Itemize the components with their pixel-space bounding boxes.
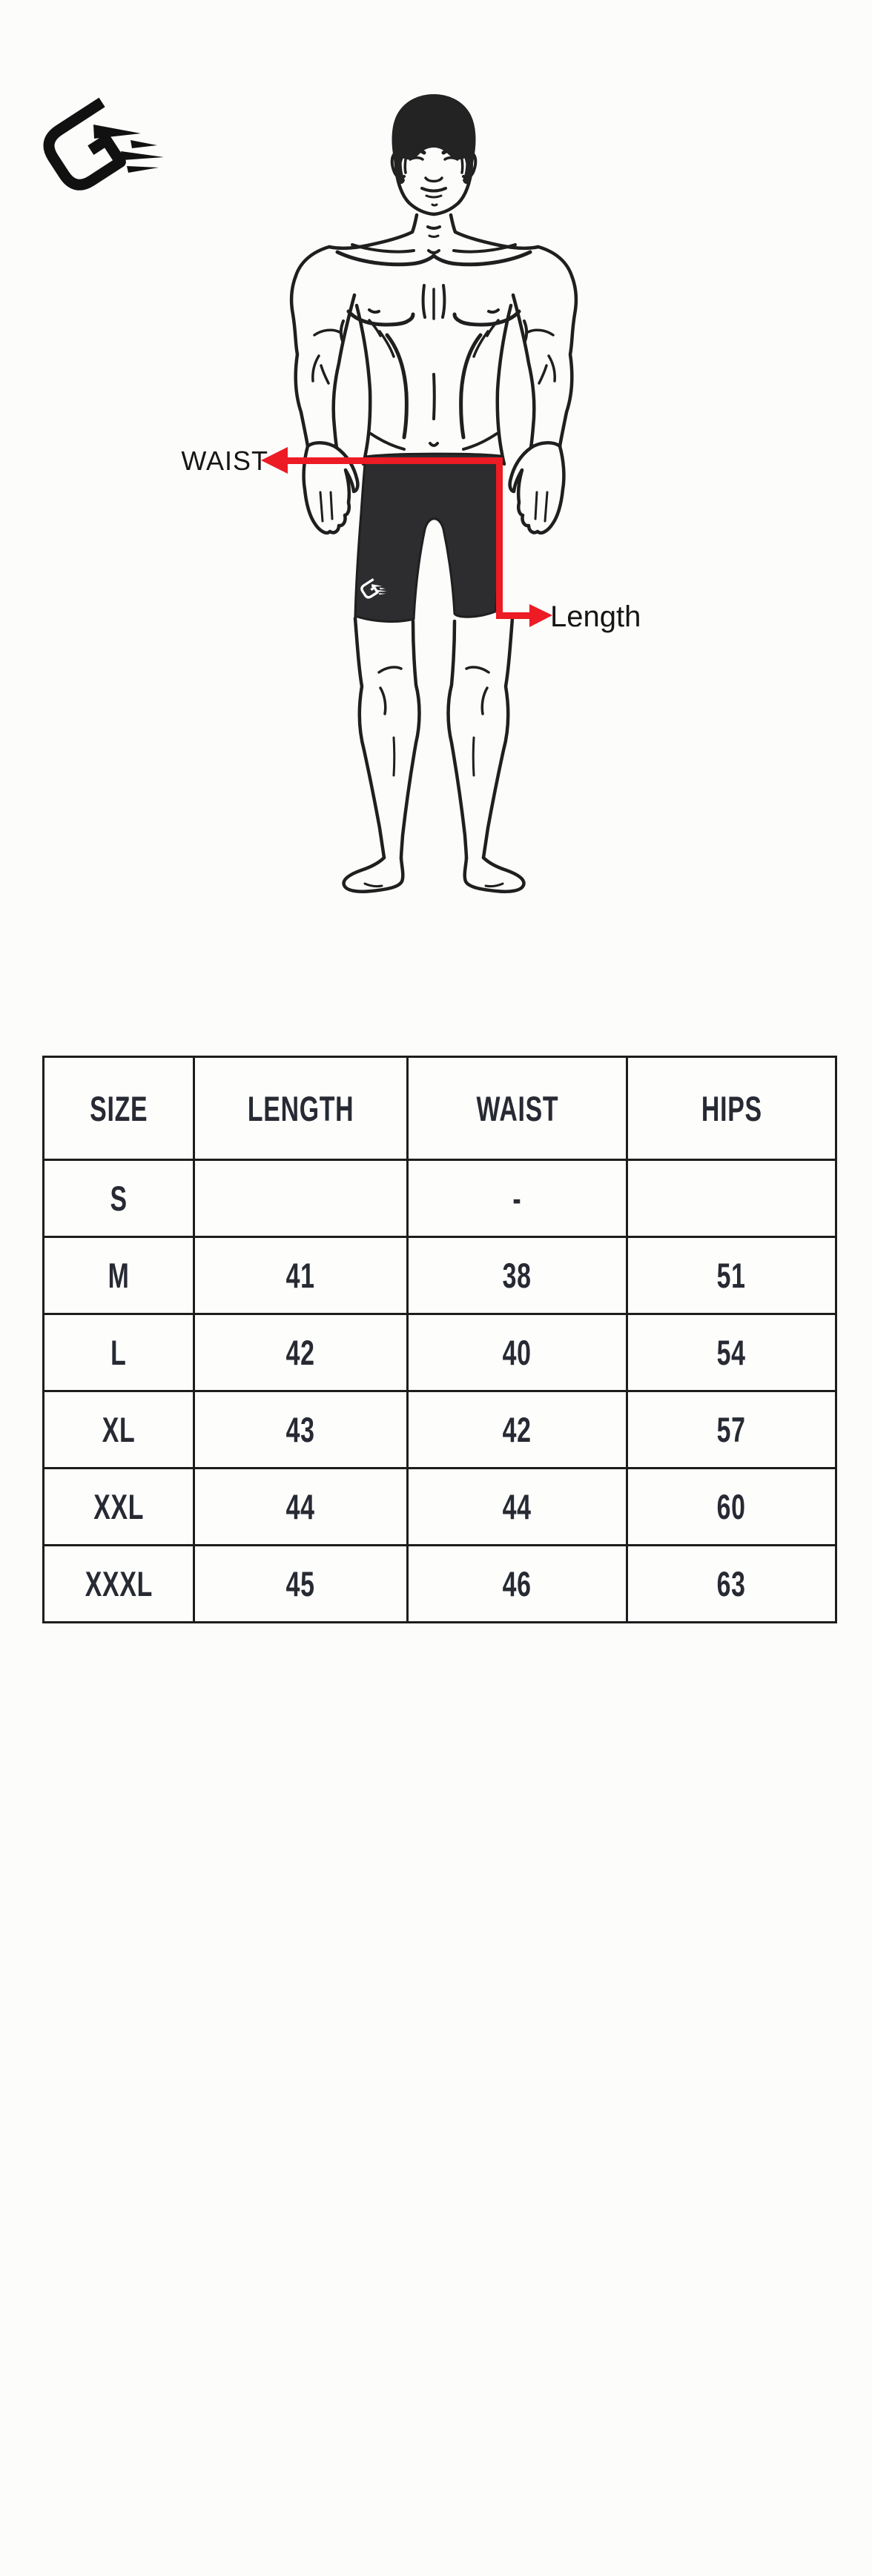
table-row	[44, 1160, 836, 1237]
length-vertical-line	[496, 457, 503, 619]
waist-cell: 42	[502, 1410, 532, 1449]
hips-cell: 63	[716, 1564, 747, 1603]
length-cell: 45	[285, 1564, 316, 1603]
header-size: SIZE	[44, 1057, 194, 1160]
hips-cell: 60	[716, 1487, 747, 1526]
length-line	[496, 612, 532, 619]
table-row	[44, 1237, 836, 1314]
waist-cell: 38	[502, 1256, 532, 1295]
size-cell: S	[110, 1179, 128, 1218]
header-length: LENGTH	[194, 1057, 408, 1160]
size-table	[42, 1056, 837, 1623]
waist-cell: -	[512, 1179, 522, 1218]
shorts	[355, 454, 501, 621]
length-cell: 43	[285, 1410, 316, 1449]
waist-cell: 46	[502, 1564, 532, 1603]
length-cell: 42	[285, 1333, 316, 1372]
length-cell: 41	[285, 1256, 316, 1295]
waist-line	[285, 457, 503, 464]
header-hips: HIPS	[627, 1057, 836, 1160]
size-cell: XL	[102, 1410, 136, 1449]
table-row	[44, 1314, 836, 1391]
hips-cell: 57	[716, 1410, 747, 1449]
waist-cell: 40	[502, 1333, 532, 1372]
measurement-diagram	[0, 0, 872, 979]
table-header-row	[44, 1057, 836, 1160]
size-cell: XXL	[93, 1487, 144, 1526]
size-cell: XXXL	[85, 1564, 153, 1603]
hips-cell: 54	[716, 1333, 747, 1372]
size-cell: M	[108, 1256, 130, 1295]
size-cell: L	[110, 1333, 127, 1372]
length-cell: 44	[285, 1487, 316, 1526]
waist-cell: 44	[502, 1487, 532, 1526]
table-row	[44, 1469, 836, 1546]
length-arrowhead	[529, 604, 552, 627]
waist-label: WAIST	[181, 446, 268, 476]
length-label: Length	[550, 600, 641, 633]
hips-cell: 51	[716, 1256, 747, 1295]
brand-logo-icon	[42, 102, 164, 191]
header-waist: WAIST	[408, 1057, 627, 1160]
table-row	[44, 1546, 836, 1623]
table-row	[44, 1391, 836, 1469]
